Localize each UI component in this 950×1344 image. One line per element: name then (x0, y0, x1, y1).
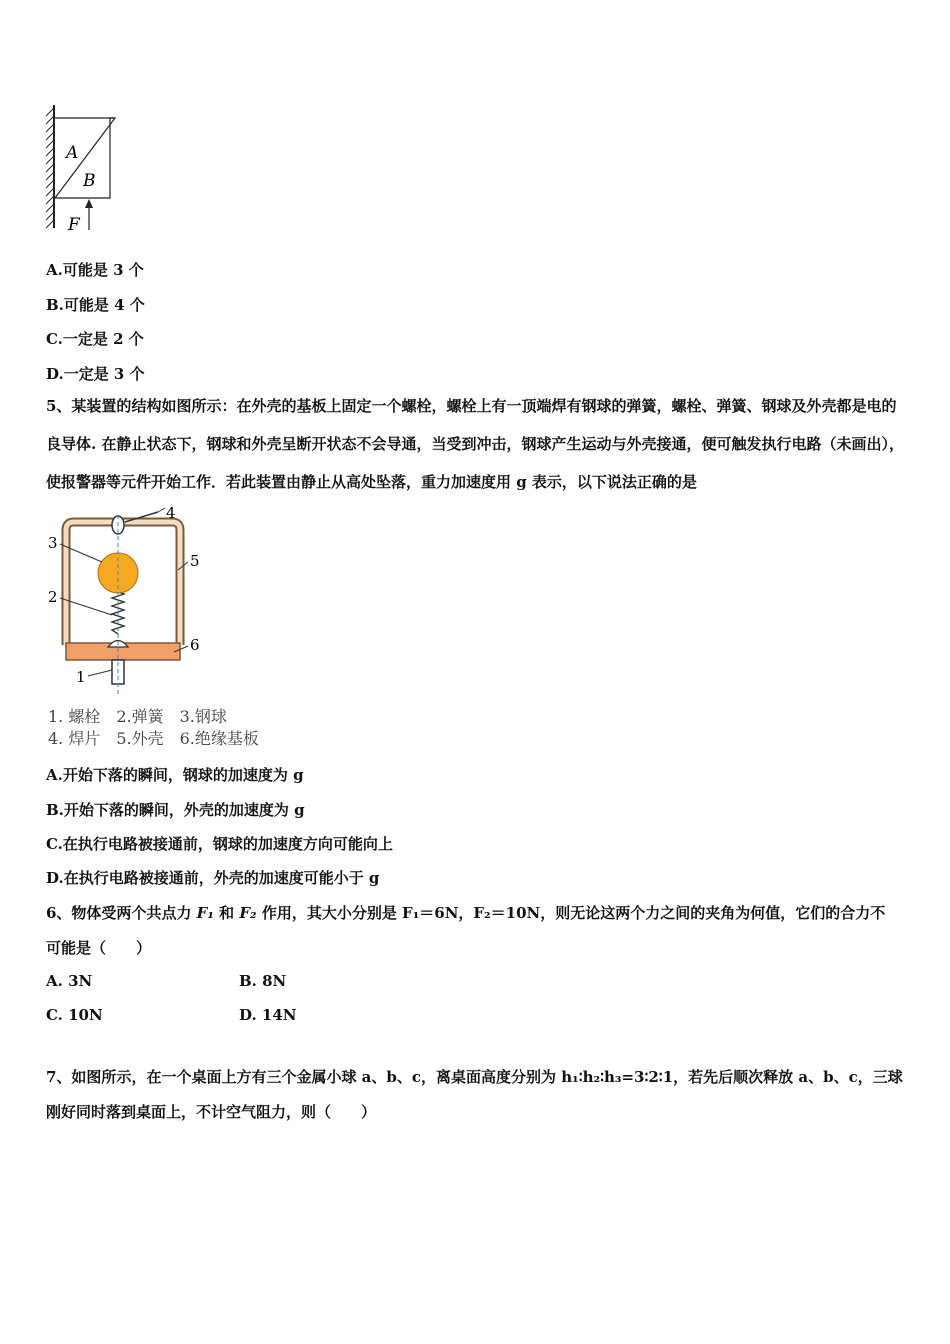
wall-blocks-figure (40, 100, 130, 235)
figure-number-6: 6 (190, 636, 200, 654)
figure-number-4: 4 (166, 504, 176, 522)
q7-question-line-2: 刚好同时落到桌面上，不计空气阻力，则（ ） (46, 1103, 377, 1121)
q4-option-c: C.一定是 2 个 (46, 330, 144, 348)
figure-number-3: 3 (48, 534, 58, 552)
q5-option-c: C.在执行电路被接通前，钢球的加速度方向可能向上 (46, 835, 393, 853)
figure-caption-line-1: 1. 螺栓 2.弹簧 3.钢球 (48, 707, 227, 726)
q6-line1-prefix: 6、物体受两个共点力 (46, 904, 197, 922)
label-f: F (68, 215, 80, 235)
q5-option-d: D.在执行电路被接通前，外壳的加速度可能小于 g (46, 869, 380, 887)
figure-number-2: 2 (48, 588, 58, 606)
alarm-device-figure (40, 500, 220, 695)
q6-f2: F₂ (239, 904, 257, 922)
q5-option-b: B.开始下落的瞬间，外壳的加速度为 g (46, 801, 305, 819)
q5-option-a: A.开始下落的瞬间，钢球的加速度为 g (46, 766, 304, 784)
q6-question-line-1 (46, 902, 885, 923)
label-b: B (83, 171, 96, 191)
q6-option-a: A. 3N (46, 972, 93, 990)
figure-number-5: 5 (190, 552, 200, 570)
q6-option-d: D. 14N (239, 1006, 297, 1024)
figure-caption-line-2: 4. 焊片 5.外壳 6.绝缘基板 (48, 729, 259, 748)
q4-option-b: B.可能是 4 个 (46, 296, 145, 314)
q6-line1-suffix: 作用，其大小分别是 F₁＝6N，F₂＝10N，则无论这两个力之间的夹角为何值，它们的合力不 (256, 904, 886, 922)
q5-question-text: 5、某装置的结构如图所示：在外壳的基板上固定一个螺栓，螺栓上有一顶端焊有钢球的弹簧，螺栓、弹簧、钢球及外壳都是电的良导体. 在静止状态下，钢球和外壳呈断开状态不会导通，当受到冲击，钢球产生运动与外壳接通，便可触发执行电路（未画出），使报警器等元件开始工作．若此装置由静止从高处坠落，重力加速度用 g 表示，以下说法正确的是 (46, 397, 904, 491)
q6-option-c: C. 10N (46, 1006, 103, 1024)
q4-option-d: D.一定是 3 个 (46, 365, 145, 383)
q6-f1: F₁ (196, 904, 214, 922)
q4-option-a: A.可能是 3 个 (46, 261, 144, 279)
q7-question-line-1: 7、如图所示，在一个桌面上方有三个金属小球 a、b、c，离桌面高度分别为 h₁∶h₂∶h₃=3∶2∶1，若先后顺次释放 a、b、c，三球 (46, 1068, 903, 1086)
q6-and: 和 (213, 904, 240, 922)
label-a: A (66, 143, 79, 163)
figure-number-1: 1 (76, 668, 86, 686)
q6-option-b: B. 8N (239, 972, 287, 990)
q6-question-line-2: 可能是（ ） (46, 939, 152, 957)
